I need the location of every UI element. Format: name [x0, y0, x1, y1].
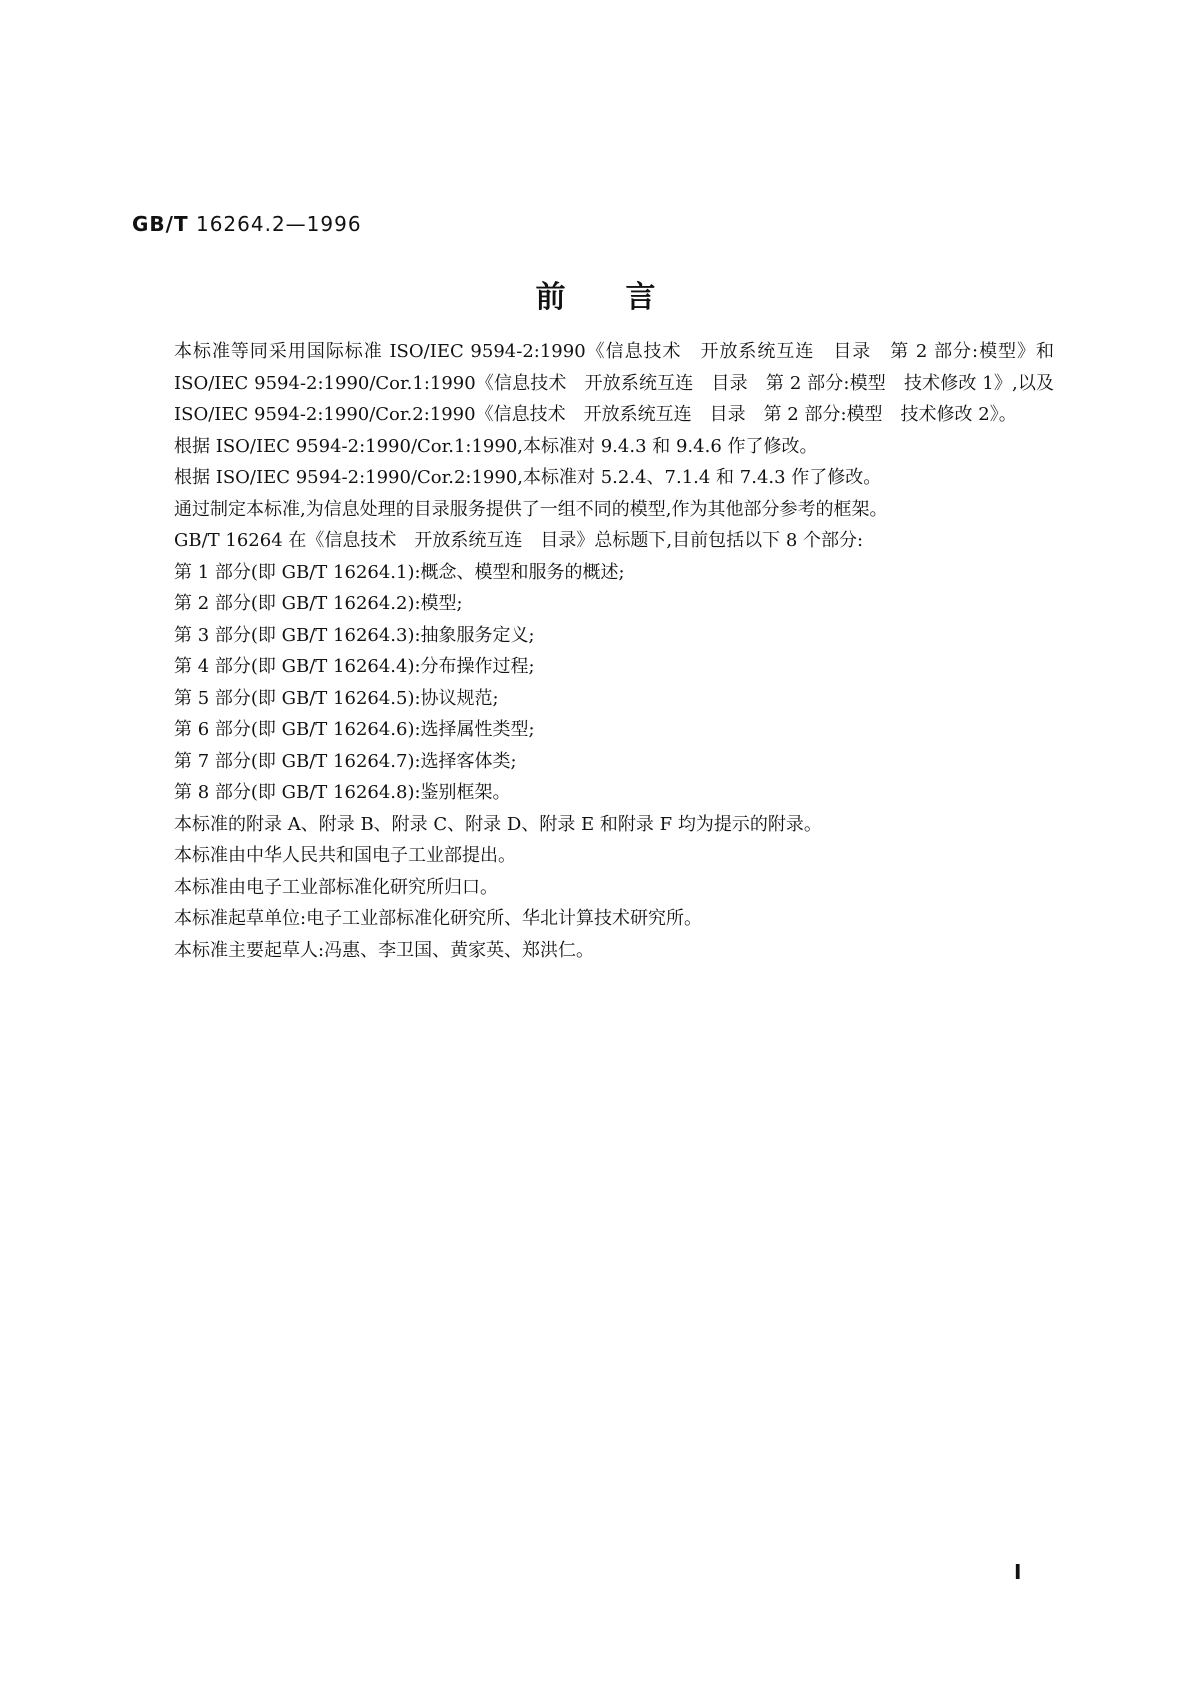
paragraph-proposer: 本标准由中华人民共和国电子工业部提出。 — [174, 845, 516, 866]
document-code-prefix: GB/T — [132, 212, 189, 236]
document-code — [132, 212, 362, 236]
paragraph-drafters: 本标准主要起草人:冯惠、李卫国、黄家英、郑洪仁。 — [174, 939, 595, 961]
foreword-body — [174, 336, 1054, 966]
page-title: 前言 — [535, 280, 716, 315]
paragraph-cor1: 根据 ISO/IEC 9594-2:1990/Cor.1:1990,本标准对 9.4.3 和 9.4.6 作了修改。 — [174, 435, 818, 457]
list-item-part-3: 第 3 部分(即 GB/T 16264.3):抽象服务定义; — [174, 624, 535, 646]
paragraph-administrator: 本标准由电子工业部标准化研究所归口。 — [174, 876, 498, 898]
paragraph-purpose: 通过制定本标准,为信息处理的目录服务提供了一组不同的模型,作为其他部分参考的框架。 — [174, 498, 888, 520]
list-item-part-2: 第 2 部分(即 GB/T 16264.2):模型; — [174, 593, 463, 614]
list-item-part-4: 第 4 部分(即 GB/T 16264.4):分布操作过程; — [174, 656, 535, 677]
list-item-part-1: 第 1 部分(即 GB/T 16264.1):概念、模型和服务的概述; — [174, 561, 625, 583]
document-code-number: 16264.2—1996 — [195, 212, 362, 236]
list-item-part-7: 第 7 部分(即 GB/T 16264.7):选择客体类; — [174, 750, 517, 772]
page-number: I — [1014, 1560, 1022, 1584]
paragraph-drafting-units: 本标准起草单位:电子工业部标准化研究所、华北计算技术研究所。 — [174, 908, 703, 929]
paragraph-appendices: 本标准的附录 A、附录 B、附录 C、附录 D、附录 E 和附录 F 均为提示的附录。 — [174, 813, 822, 835]
list-item-part-6: 第 6 部分(即 GB/T 16264.6):选择属性类型; — [174, 719, 535, 740]
paragraph-cor2: 根据 ISO/IEC 9594-2:1990/Cor.2:1990,本标准对 5.2.4、7.1.4 和 7.4.3 作了修改。 — [174, 467, 882, 488]
list-item-part-8: 第 8 部分(即 GB/T 16264.8):鉴别框架。 — [174, 782, 511, 803]
paragraph-parts-intro: GB/T 16264 在《信息技术 开放系统互连 目录》总标题下,目前包括以下 8 个部分: — [174, 530, 864, 551]
paragraph-intro: 本标准等同采用国际标准 ISO/IEC 9594-2:1990《信息技术 开放系统互连 目录 第 2 部分:模型》和 ISO/IEC 9594-2:1990/Cor.1:1990《信息技术 开放系统互连 目录 第 2 部分:模型 技术修改 1》,以及 ISO/IEC 9594-2:1990/Cor.2:1990《信息技术 开放系统互连 目录 第 2 部分:模型 技术修改 2》。 — [174, 341, 1054, 425]
list-item-part-5: 第 5 部分(即 GB/T 16264.5):协议规范; — [174, 687, 499, 709]
